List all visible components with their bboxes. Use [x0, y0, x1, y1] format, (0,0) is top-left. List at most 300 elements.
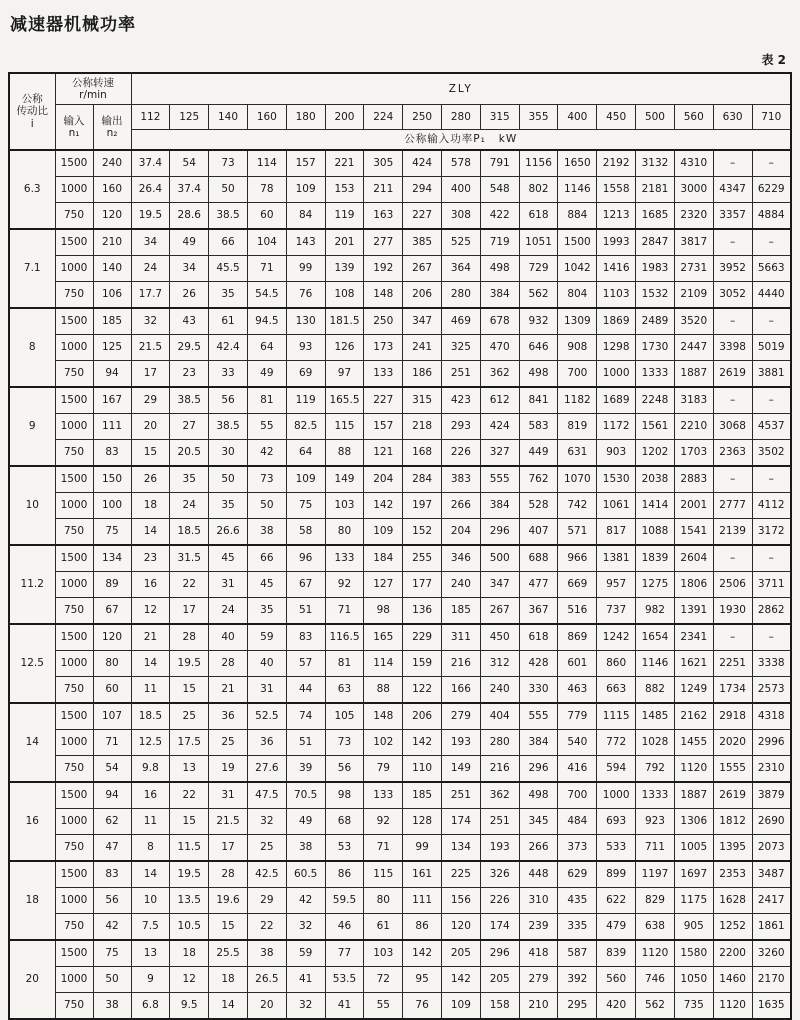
- power-cell: 30: [209, 440, 248, 467]
- power-cell: 450: [480, 624, 519, 651]
- power-cell: 1115: [597, 703, 636, 730]
- power-cell: 1213: [597, 203, 636, 230]
- power-cell: 1051: [519, 229, 558, 256]
- ratio-column-header: [9, 73, 55, 150]
- power-cell: 525: [442, 229, 481, 256]
- output-speed-cell: 240: [93, 150, 131, 177]
- power-cell: –: [713, 150, 752, 177]
- power-cell: 3183: [674, 387, 713, 414]
- power-cell: 15: [131, 440, 170, 467]
- power-cell: 50: [247, 493, 286, 519]
- power-cell: 594: [597, 756, 636, 783]
- input-speed-cell: 1500: [55, 466, 93, 493]
- power-cell: 2918: [713, 703, 752, 730]
- power-cell: 719: [480, 229, 519, 256]
- power-cell: 56: [209, 387, 248, 414]
- power-cell: 1861: [752, 914, 791, 941]
- power-cell: 158: [480, 993, 519, 1020]
- power-cell: 562: [519, 282, 558, 309]
- power-cell: 114: [247, 150, 286, 177]
- power-cell: 2310: [752, 756, 791, 783]
- output-speed-cell: 42: [93, 914, 131, 941]
- power-cell: 104: [247, 229, 286, 256]
- power-cell: 407: [519, 519, 558, 546]
- power-cell: 19.5: [131, 203, 170, 230]
- power-cell: 3487: [752, 861, 791, 888]
- power-cell: 139: [325, 256, 364, 282]
- power-cell: 416: [558, 756, 597, 783]
- power-cell: 166: [442, 677, 481, 704]
- output-speed-cell: 67: [93, 598, 131, 625]
- size-header-cell: 450: [597, 105, 636, 130]
- power-cell: 157: [286, 150, 325, 177]
- power-cell: 498: [519, 782, 558, 809]
- power-cell: 345: [519, 809, 558, 835]
- power-cell: 2109: [674, 282, 713, 309]
- power-cell: 2320: [674, 203, 713, 230]
- power-cell: 97: [325, 361, 364, 388]
- power-cell: 61: [364, 914, 403, 941]
- size-header-cell: 112: [131, 105, 170, 130]
- power-cell: 1455: [674, 730, 713, 756]
- power-cell: 54: [170, 150, 209, 177]
- table-row: [9, 466, 791, 493]
- power-cell: 362: [480, 361, 519, 388]
- power-cell: 1103: [597, 282, 636, 309]
- power-cell: 2883: [674, 466, 713, 493]
- power-cell: 35: [170, 466, 209, 493]
- power-cell: 618: [519, 624, 558, 651]
- table-row: [9, 203, 791, 230]
- power-cell: 19.5: [170, 651, 209, 677]
- power-cell: 3881: [752, 361, 791, 388]
- power-cell: 1391: [674, 598, 713, 625]
- power-cell: 3000: [674, 177, 713, 203]
- power-cell: 1005: [674, 835, 713, 862]
- power-cell: 121: [364, 440, 403, 467]
- power-cell: 330: [519, 677, 558, 704]
- table-row: [9, 440, 791, 467]
- input-speed-cell: 1000: [55, 572, 93, 598]
- power-cell: 41: [325, 993, 364, 1020]
- power-cell: 241: [403, 335, 442, 361]
- size-header-cell: 630: [713, 105, 752, 130]
- power-cell: 562: [636, 993, 675, 1020]
- power-cell: 583: [519, 414, 558, 440]
- power-cell: 49: [170, 229, 209, 256]
- power-cell: 448: [519, 861, 558, 888]
- power-cell: 746: [636, 967, 675, 993]
- power-cell: 305: [364, 150, 403, 177]
- input-speed-cell: 750: [55, 519, 93, 546]
- power-cell: 73: [325, 730, 364, 756]
- power-cell: 2862: [752, 598, 791, 625]
- ratio-cell: 9: [9, 387, 55, 466]
- power-cell: 15: [170, 677, 209, 704]
- power-cell: 869: [558, 624, 597, 651]
- power-cell: 3398: [713, 335, 752, 361]
- power-unit-header: [131, 130, 791, 151]
- power-cell: 1697: [674, 861, 713, 888]
- power-cell: 1685: [636, 203, 675, 230]
- power-cell: 882: [636, 677, 675, 704]
- input-speed-cell: 750: [55, 203, 93, 230]
- power-cell: 75: [286, 493, 325, 519]
- power-cell: 1252: [713, 914, 752, 941]
- power-cell: 53.5: [325, 967, 364, 993]
- power-cell: 201: [325, 229, 364, 256]
- power-cell: 839: [597, 940, 636, 967]
- input-speed-cell: 1500: [55, 940, 93, 967]
- power-cell: 1298: [597, 335, 636, 361]
- size-header-cell: 400: [558, 105, 597, 130]
- power-cell: 42.4: [209, 335, 248, 361]
- power-cell: 11: [131, 677, 170, 704]
- output-speed-header: [93, 105, 131, 151]
- power-cell: 477: [519, 572, 558, 598]
- power-cell: 280: [480, 730, 519, 756]
- output-speed-cell: 83: [93, 861, 131, 888]
- power-cell: 2139: [713, 519, 752, 546]
- power-cell: 61: [209, 308, 248, 335]
- power-cell: 225: [442, 861, 481, 888]
- output-speed-cell: 80: [93, 651, 131, 677]
- power-cell: 28: [209, 651, 248, 677]
- power-cell: 4310: [674, 150, 713, 177]
- ratio-header-line1: 公称: [21, 93, 43, 106]
- ratio-cell: 12.5: [9, 624, 55, 703]
- power-cell: 1042: [558, 256, 597, 282]
- power-cell: 14: [209, 993, 248, 1020]
- table-row: [9, 572, 791, 598]
- speed-header-unit: r/min: [79, 89, 107, 101]
- size-header-cell: 140: [209, 105, 248, 130]
- input-speed-header: [55, 105, 93, 151]
- power-cell: 26: [131, 466, 170, 493]
- power-cell: 29: [131, 387, 170, 414]
- power-cell: 8: [131, 835, 170, 862]
- power-cell: 29.5: [170, 335, 209, 361]
- power-cell: 43: [170, 308, 209, 335]
- power-cell: 1703: [674, 440, 713, 467]
- power-cell: 383: [442, 466, 481, 493]
- power-cell: 4537: [752, 414, 791, 440]
- power-cell: 63: [325, 677, 364, 704]
- power-cell: 32: [131, 308, 170, 335]
- power-cell: 23: [170, 361, 209, 388]
- power-cell: 22: [170, 572, 209, 598]
- power-cell: 173: [364, 335, 403, 361]
- power-cell: 56: [325, 756, 364, 783]
- power-cell: 86: [403, 914, 442, 941]
- power-cell: 3357: [713, 203, 752, 230]
- power-cell: 711: [636, 835, 675, 862]
- power-cell: 79: [364, 756, 403, 783]
- table-row: [9, 308, 791, 335]
- power-cell: 905: [674, 914, 713, 941]
- power-cell: 2619: [713, 361, 752, 388]
- power-cell: 24: [170, 493, 209, 519]
- reducer-power-table: [8, 72, 792, 1020]
- power-cell: 32: [247, 809, 286, 835]
- power-cell: 1558: [597, 177, 636, 203]
- power-cell: 638: [636, 914, 675, 941]
- power-cell: 45: [247, 572, 286, 598]
- size-header-cell: 224: [364, 105, 403, 130]
- power-cell: 27.6: [247, 756, 286, 783]
- input-speed-cell: 1500: [55, 782, 93, 809]
- power-cell: 81: [247, 387, 286, 414]
- power-cell: 227: [403, 203, 442, 230]
- power-cell: 142: [403, 730, 442, 756]
- table-row: [9, 493, 791, 519]
- input-speed-cell: 1000: [55, 256, 93, 282]
- power-cell: 184: [364, 545, 403, 572]
- power-cell: 31.5: [170, 545, 209, 572]
- power-cell: 205: [480, 967, 519, 993]
- input-speed-cell: 750: [55, 914, 93, 941]
- power-cell: 528: [519, 493, 558, 519]
- power-cell: 742: [558, 493, 597, 519]
- power-cell: 267: [403, 256, 442, 282]
- power-cell: 772: [597, 730, 636, 756]
- power-cell: 149: [325, 466, 364, 493]
- output-speed-cell: 150: [93, 466, 131, 493]
- power-cell: 1580: [674, 940, 713, 967]
- power-cell: 3172: [752, 519, 791, 546]
- power-cell: 982: [636, 598, 675, 625]
- power-cell: 1555: [713, 756, 752, 783]
- power-cell: 134: [442, 835, 481, 862]
- power-cell: 1414: [636, 493, 675, 519]
- power-cell: 42: [247, 440, 286, 467]
- header-row-sizes: [9, 105, 791, 130]
- output-speed-cell: 134: [93, 545, 131, 572]
- power-cell: 5663: [752, 256, 791, 282]
- power-cell: 92: [325, 572, 364, 598]
- power-cell: 174: [442, 809, 481, 835]
- power-cell: 2489: [636, 308, 675, 335]
- power-cell: 20: [131, 414, 170, 440]
- power-cell: 1930: [713, 598, 752, 625]
- power-cell: 59.5: [325, 888, 364, 914]
- power-cell: 28: [170, 624, 209, 651]
- power-cell: 435: [558, 888, 597, 914]
- table-header: [9, 73, 791, 150]
- power-cell: 1146: [558, 177, 597, 203]
- ratio-cell: 20: [9, 940, 55, 1019]
- power-cell: 255: [403, 545, 442, 572]
- power-cell: 148: [364, 703, 403, 730]
- table-row: [9, 598, 791, 625]
- output-speed-cell: 50: [93, 967, 131, 993]
- power-cell: 19: [209, 756, 248, 783]
- power-cell: 729: [519, 256, 558, 282]
- power-cell: 25.5: [209, 940, 248, 967]
- power-cell: 84: [286, 203, 325, 230]
- power-cell: 206: [403, 282, 442, 309]
- input-speed-cell: 1000: [55, 177, 93, 203]
- table-row: [9, 282, 791, 309]
- power-cell: 2363: [713, 440, 752, 467]
- power-cell: 20.5: [170, 440, 209, 467]
- power-cell: 3879: [752, 782, 791, 809]
- output-speed-cell: 107: [93, 703, 131, 730]
- power-cell: –: [713, 466, 752, 493]
- power-cell: 18.5: [170, 519, 209, 546]
- power-cell: 663: [597, 677, 636, 704]
- power-cell: 1460: [713, 967, 752, 993]
- power-cell: 1306: [674, 809, 713, 835]
- power-cell: 163: [364, 203, 403, 230]
- power-cell: 11: [131, 809, 170, 835]
- power-cell: 82.5: [286, 414, 325, 440]
- power-cell: 1806: [674, 572, 713, 598]
- power-cell: 239: [519, 914, 558, 941]
- power-cell: 819: [558, 414, 597, 440]
- power-cell: 45.5: [209, 256, 248, 282]
- power-cell: 34: [170, 256, 209, 282]
- power-cell: 932: [519, 308, 558, 335]
- power-cell: 560: [597, 967, 636, 993]
- power-cell: 165.5: [325, 387, 364, 414]
- power-cell: 38: [247, 519, 286, 546]
- ratio-cell: 7.1: [9, 229, 55, 308]
- power-cell: 1416: [597, 256, 636, 282]
- power-cell: 669: [558, 572, 597, 598]
- power-cell: 1532: [636, 282, 675, 309]
- power-cell: 251: [442, 361, 481, 388]
- power-cell: 884: [558, 203, 597, 230]
- power-cell: 156: [442, 888, 481, 914]
- power-cell: 1120: [636, 940, 675, 967]
- power-cell: 221: [325, 150, 364, 177]
- power-cell: 622: [597, 888, 636, 914]
- power-cell: 612: [480, 387, 519, 414]
- input-speed-cell: 1000: [55, 651, 93, 677]
- power-cell: 41: [286, 967, 325, 993]
- power-cell: 99: [286, 256, 325, 282]
- table-row: [9, 651, 791, 677]
- power-cell: 700: [558, 782, 597, 809]
- power-cell: 80: [325, 519, 364, 546]
- power-cell: 601: [558, 651, 597, 677]
- power-cell: 54.5: [247, 282, 286, 309]
- power-cell: 94.5: [247, 308, 286, 335]
- power-cell: 81: [325, 651, 364, 677]
- power-cell: 98: [325, 782, 364, 809]
- power-cell: 325: [442, 335, 481, 361]
- power-cell: 34: [131, 229, 170, 256]
- table-row: [9, 256, 791, 282]
- power-cell: 2001: [674, 493, 713, 519]
- power-cell: 2162: [674, 703, 713, 730]
- power-cell: 1120: [674, 756, 713, 783]
- power-cell: 12: [131, 598, 170, 625]
- power-cell: –: [713, 308, 752, 335]
- power-cell: 267: [480, 598, 519, 625]
- power-cell: 36: [247, 730, 286, 756]
- power-cell: 279: [519, 967, 558, 993]
- power-cell: 96: [286, 545, 325, 572]
- power-cell: 548: [480, 177, 519, 203]
- power-cell: 646: [519, 335, 558, 361]
- power-cell: 908: [558, 335, 597, 361]
- power-cell: 13.5: [170, 888, 209, 914]
- power-cell: 735: [674, 993, 713, 1020]
- input-header-symbol: n₁: [68, 127, 80, 139]
- page-title: 减速器机械功率: [10, 15, 136, 35]
- power-cell: 578: [442, 150, 481, 177]
- power-cell: 119: [286, 387, 325, 414]
- power-cell: 422: [480, 203, 519, 230]
- power-cell: 115: [364, 861, 403, 888]
- power-cell: 17.7: [131, 282, 170, 309]
- ratio-cell: 14: [9, 703, 55, 782]
- input-speed-cell: 750: [55, 598, 93, 625]
- power-cell: 4347: [713, 177, 752, 203]
- power-cell: 3260: [752, 940, 791, 967]
- power-cell: 71: [247, 256, 286, 282]
- power-cell: 73: [247, 466, 286, 493]
- power-cell: 38.5: [209, 203, 248, 230]
- power-cell: 122: [403, 677, 442, 704]
- power-cell: 1485: [636, 703, 675, 730]
- power-cell: 226: [442, 440, 481, 467]
- power-cell: 2073: [752, 835, 791, 862]
- power-cell: 22: [247, 914, 286, 941]
- power-cell: 2210: [674, 414, 713, 440]
- power-cell: 111: [403, 888, 442, 914]
- power-cell: –: [713, 624, 752, 651]
- power-cell: 108: [325, 282, 364, 309]
- power-cell: 192: [364, 256, 403, 282]
- power-cell: –: [752, 387, 791, 414]
- input-speed-cell: 750: [55, 361, 93, 388]
- output-header-label: 输出: [101, 114, 123, 127]
- power-cell: 58: [286, 519, 325, 546]
- power-cell: –: [752, 466, 791, 493]
- power-cell: 327: [480, 440, 519, 467]
- power-cell: 1333: [636, 782, 675, 809]
- power-cell: 1381: [597, 545, 636, 572]
- power-cell: 2341: [674, 624, 713, 651]
- power-cell: 114: [364, 651, 403, 677]
- power-cell: 133: [364, 361, 403, 388]
- power-cell: –: [752, 624, 791, 651]
- power-cell: 50: [209, 466, 248, 493]
- input-speed-cell: 1500: [55, 624, 93, 651]
- power-cell: 40: [209, 624, 248, 651]
- power-cell: 26.5: [247, 967, 286, 993]
- power-cell: 177: [403, 572, 442, 598]
- input-speed-cell: 1500: [55, 861, 93, 888]
- power-cell: 2248: [636, 387, 675, 414]
- power-cell: 347: [480, 572, 519, 598]
- power-cell: –: [752, 150, 791, 177]
- power-cell: 60.5: [286, 861, 325, 888]
- power-cell: 2847: [636, 229, 675, 256]
- input-speed-cell: 1000: [55, 888, 93, 914]
- power-cell: 629: [558, 861, 597, 888]
- power-cell: 449: [519, 440, 558, 467]
- power-cell: 10.5: [170, 914, 209, 941]
- power-cell: 1621: [674, 651, 713, 677]
- output-speed-cell: 120: [93, 624, 131, 651]
- power-cell: 109: [286, 466, 325, 493]
- size-header-cell: 560: [674, 105, 713, 130]
- power-cell: 17.5: [170, 730, 209, 756]
